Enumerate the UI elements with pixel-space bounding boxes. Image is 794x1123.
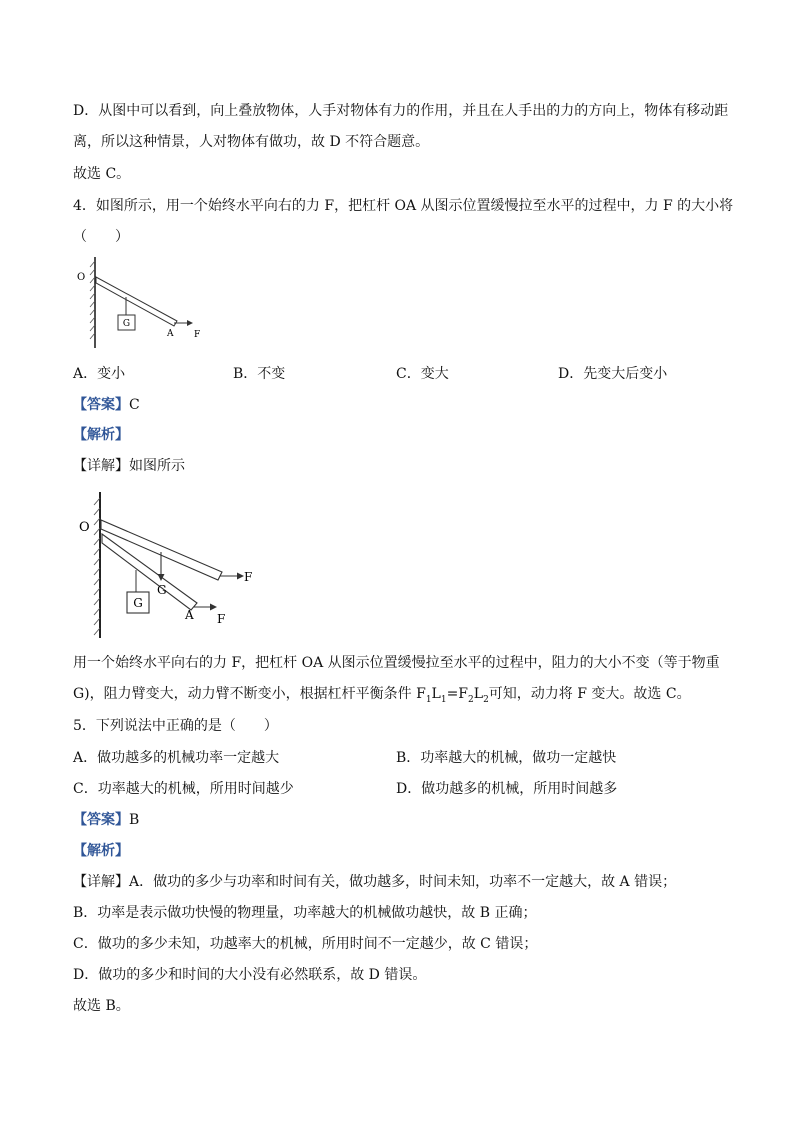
fig2-label-o: O bbox=[79, 520, 90, 535]
q5-detail-a-text: A．做功的多少与功率和时间有关，做功越多，时间未知，功率不一定越大，故 A 错误； bbox=[129, 874, 677, 890]
fig2-label-f-top: F bbox=[244, 570, 253, 584]
q4-answer bbox=[73, 395, 140, 415]
exp2-part-d: L bbox=[473, 686, 484, 702]
q4-explanation-line2 bbox=[73, 684, 691, 710]
fig2-label-g-box: G bbox=[133, 596, 143, 610]
exp2-sub-2: 1 bbox=[440, 694, 447, 705]
q3-option-d-line2: 离，所以这种情景，人对物体有做功，故 D 不符合题意。 bbox=[73, 134, 430, 150]
q5-analysis bbox=[73, 841, 129, 861]
q5-detail-c: C．做功的多少未知，功越率大的机械，所用时间不一定越少，故 C 错误； bbox=[73, 936, 538, 952]
fig1-label-o: O bbox=[77, 272, 86, 283]
exp2-sub-3: 2 bbox=[468, 694, 474, 705]
q5-option-c: C．功率越大的机械，所用时间越少 bbox=[73, 781, 294, 797]
q5-detail-d: D．做功的多少和时间的大小没有必然联系，故 D 错误。 bbox=[73, 967, 427, 983]
exp2-sub-4: 2 bbox=[483, 694, 489, 705]
q4-stem-line2: （ ） bbox=[73, 229, 129, 245]
q5-answer bbox=[73, 810, 139, 830]
fig2-label-a: A bbox=[185, 608, 194, 622]
q4-option-d: D．先变大后变小 bbox=[558, 366, 668, 382]
q4-lever-figure-small bbox=[73, 253, 213, 348]
q5-choose: 故选 B。 bbox=[73, 998, 130, 1014]
exp2-part-b: L bbox=[431, 686, 441, 702]
q5-stem: 5．下列说法中正确的是（ ） bbox=[73, 718, 278, 734]
exp2-sub-1: 1 bbox=[425, 694, 432, 705]
q4-option-a: A．变小 bbox=[73, 366, 126, 382]
fig1-label-g: G bbox=[122, 319, 131, 329]
q4-answer-value: C bbox=[129, 397, 140, 413]
q4-explanation-line1: 用一个始终水平向右的力 F，把杠杆 OA 从图示位置缓慢拉至水平的过程中，阻力的大小不变（等于物重 bbox=[73, 655, 720, 671]
exp2-part-e: 可知，动力将 F 变大。故选 C。 bbox=[488, 686, 691, 702]
fig2-label-f-bottom: F bbox=[217, 612, 226, 626]
q4-answer-tag: 【答案】 bbox=[73, 397, 129, 413]
q4-detail-tag: 【详解】 bbox=[73, 458, 129, 474]
q4-analysis bbox=[73, 425, 129, 445]
q3-option-d-line1: D．从图中可以看到，向上叠放物体，人手对物体有力的作用，并且在人手出的力的方向上，物体有移动距 bbox=[73, 103, 729, 119]
q5-analysis-tag: 【解析】 bbox=[73, 843, 129, 859]
exp2-part-a: G)，阻力臂变大，动力臂不断变小，根据杠杆平衡条件 F bbox=[73, 686, 426, 702]
q4-option-c: C．变大 bbox=[396, 366, 449, 382]
fig2-label-g-arrow: G bbox=[157, 583, 167, 597]
q4-detail-intro: 如图所示 bbox=[129, 458, 185, 474]
q5-detail-a bbox=[73, 872, 676, 892]
exp2-part-c: =F bbox=[446, 686, 469, 702]
q4-option-b: B．不变 bbox=[233, 366, 286, 382]
q4-analysis-tag: 【解析】 bbox=[73, 427, 129, 443]
q5-option-d: D．做功越多的机械，所用时间越多 bbox=[396, 781, 618, 797]
q4-lever-figure-detailed bbox=[73, 488, 263, 640]
q4-detail bbox=[73, 456, 185, 476]
q5-answer-value: B bbox=[129, 812, 140, 828]
q3-choose: 故选 C。 bbox=[73, 166, 131, 182]
q5-option-a: A．做功越多的机械功率一定越大 bbox=[73, 750, 280, 766]
q4-stem-line1: 4．如图所示，用一个始终水平向右的力 F，把杠杆 OA 从图示位置缓慢拉至水平的过程中，力 F 的大小将 bbox=[73, 198, 734, 214]
q5-detail-b: B．功率是表示做功快慢的物理量，功率越大的机械做功越快，故 B 正确； bbox=[73, 905, 537, 921]
q5-detail-tag: 【详解】 bbox=[73, 874, 129, 890]
q5-answer-tag: 【答案】 bbox=[73, 812, 129, 828]
fig1-label-a: A bbox=[167, 329, 174, 339]
q5-option-b: B．功率越大的机械，做功一定越快 bbox=[396, 750, 617, 766]
fig1-label-f: F bbox=[194, 330, 201, 340]
